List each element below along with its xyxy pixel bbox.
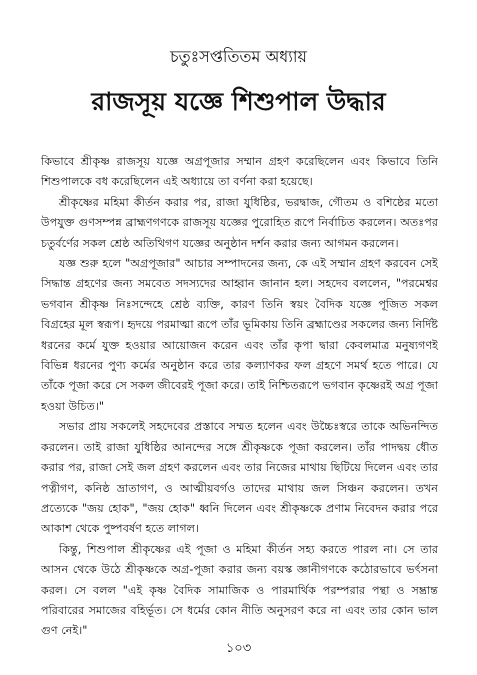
body-text: [41, 152, 438, 642]
chapter-title: রাজসূয় যজ্ঞে শিশুপাল উদ্ধার: [91, 87, 386, 116]
page-number: ১০৩: [225, 641, 252, 656]
paragraph: সভার প্রায় সকলেই সহদেবের প্রস্তাবে সম্মত হলেন এবং উচ্চৈঃস্বরে তাকে অভিনন্দিত করলেন। তাই রাজা যুধিষ্ঠির আনন্দের সঙ্গে শ্রীকৃষ্ণকে পূজা করলেন। তাঁর পাদদ্বয় ধৌত করার পর, রাজা সেই জল গ্রহণ করলেন এবং তার নিজের মাথায় ছিটিয়ে দিলেন এবং তার পত্নীগণ, কনিষ্ঠ ভ্রাতাগণ, ও আত্মীয়বর্গও তাদের মাথায় জল সিঞ্চন করলেন। তখন প্রত্যেকে "জয় হোক", "জয় হোক" ধ্বনি দিলেন এবং শ্রীকৃষ্ণকে প্রণাম নিবেদন করার পরে আকাশ থেকে পুষ্পবর্ষণ হতে লাগল।: [41, 420, 438, 536]
paragraph: শ্রীকৃষ্ণের মহিমা কীর্তন করার পর, রাজা যুধিষ্ঠির, ভরদ্বাজ, গৌতম ও বশিষ্ঠের মতো উপযুক্ত গুণসম্পন্ন ব্রাহ্মণগণকে রাজসূয় যজ্ঞের পুরোহিত রূপে নির্বাচিত করলেন। অতঃপর চতুর্বর্ণের সকল শ্রেষ্ঠ অতিথিগণ যজ্ঞের অনুষ্ঠান দর্শন করার জন্য আগমন করলেন।: [41, 195, 438, 250]
chapter-heading: চতুঃসপ্ততিতম অধ্যায়: [170, 47, 307, 66]
paragraph: যজ্ঞ শুরু হলে "অগ্রপূজার" আচার সম্পাদনের জন্য, কে এই সম্মান গ্রহণ করবেন সেই সিদ্ধান্ত গ্রহণের জন্য সমবেত সদস্যদের আহ্বান জানান হল। সহদেব বললেন, "পরমেশ্বর ভগবান শ্রীকৃষ্ণ নিঃসন্দেহে শ্রেষ্ঠ ব্যক্তি, কারণ তিনি স্বয়ং বৈদিক যজ্ঞে পূজিত সকল বিগ্রহের মূল স্বরূপ। হৃদয়ে পরমাত্মা রূপে তাঁর ভূমিকায় তিনি ব্রহ্মাণ্ডের সকলের জন্য নির্দিষ্ট ধরনের কর্মে যুক্ত হওয়ার আয়োজন করেন এবং তাঁর কৃপা দ্বারা কেবলমাত্র মনুষ্যগণই বিভিন্ন ধরনের পুণ্য কর্মের অনুষ্ঠান করে তার কল্যাণকর ফল গ্রহণে সমর্থ হতে পারে। যে তাঁকে পূজা করে সে সকল জীবেরই পূজা করে। তাই নিশ্চিতরূপে ভগবান কৃষ্ণেরই অগ্র পূজা হওয়া উচিত।": [41, 257, 439, 413]
paragraph: কিন্তু, শিশুপাল শ্রীকৃষ্ণের এই পূজা ও মহিমা কীর্তন সহ্য করতে পারল না। সে তার আসন থেকে উঠে শ্রীকৃষ্ণকে অগ্র-পূজা করার জন্য বয়স্ক জ্ঞানীগণকে কঠোরভাবে ভর্ৎসনা করল। সে বলল "এই কৃষ্ণ বৈদিক সামাজিক ও পারমার্থিক পরম্পরার পন্থা ও সম্ভ্রান্ত পরিবারের সমাজের বহির্ভূত। সে ধর্মের কোন নীতি অনুসরণ করে না এবং তার কোন ভাল গুণ নেই।": [41, 542, 438, 638]
paragraph-summary: কিভাবে শ্রীকৃষ্ণ রাজসূয় যজ্ঞে অগ্রপূজার সম্মান গ্রহণ করেছিলেন এবং কিভাবে তিনি শিশুপালকে বধ করেছিলেন এই অধ্যায়ে তা বর্ণনা করা হয়েছে।: [41, 155, 438, 189]
